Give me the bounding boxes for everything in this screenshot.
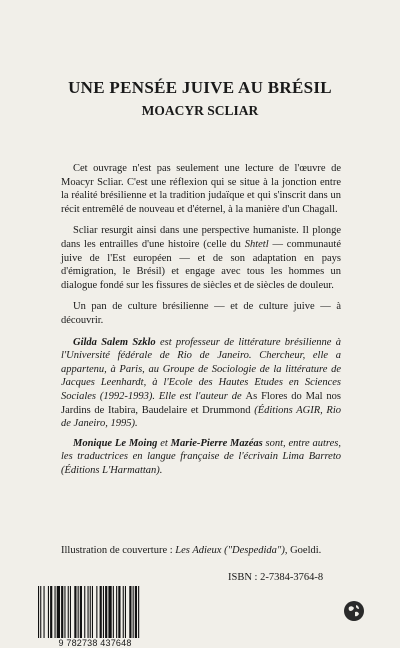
author-bio-book: As Flores do Mal nos Jardins de Itabira, Baudelaire et Drummond bbox=[61, 390, 341, 416]
barcode-bars bbox=[30, 586, 160, 642]
shtetl-term: Shtetl bbox=[244, 238, 269, 250]
barcode-digits: 9 782738 437648 bbox=[30, 638, 160, 648]
translators-and: et bbox=[157, 437, 171, 449]
author-bio-text-a: est professeur de littérature brésilienne à l'Université fédérale de Rio de Janeiro. Chercheur, elle a appartenu, à Paris, au Groupe de Sociologie de la littérature de Jacques Leenhardt, à l'Ecole des Hautes Etudes en Sciences Sociales (1992-1993). Elle est l'auteur de bbox=[61, 336, 341, 402]
credit-artist: , Goeldi. bbox=[284, 545, 322, 556]
blurb-paragraph-1: Cet ouvrage n'est pas seulement une lecture de l'œuvre de Moacyr Scliar. C'est une réflexion qui se situe à la jonction entre la réalité brésilienne et la tradition judaïque et qui s'inscrit dans un récit entremêlé de nouveau et d'éternel, à la manière d'un Chagall. bbox=[61, 163, 341, 215]
blurb bbox=[61, 162, 341, 483]
credit-label: Illustration de couverture : bbox=[61, 545, 176, 556]
translators-bio-text: sont, entre autres, les traductrices en langue française de l'écrivain Lima Barreto (Éditions L'Harmattan). bbox=[61, 437, 342, 476]
translators-bio bbox=[61, 437, 341, 478]
author-bio-text-b: (Éditions AGIR, Rio de Janeiro, 1995). bbox=[61, 404, 342, 430]
book-title: UNE PENSÉE JUIVE AU BRÉSIL bbox=[68, 78, 332, 97]
author-bio-name: Gilda Salem Szklo bbox=[73, 336, 156, 348]
blurb-paragraph-2-text-a: Scliar resurgit ainsi dans une perspective humaniste. Il plonge dans les entrailles d'une histoire (celle du bbox=[61, 225, 341, 250]
barcode bbox=[30, 586, 160, 648]
book-author: MOACYR SCLIAR bbox=[141, 103, 259, 118]
credit-title: Les Adieux ("Despedida") bbox=[175, 545, 285, 556]
isbn: ISBN : 2-7384-3764-8 bbox=[228, 572, 324, 583]
illustration-credit bbox=[61, 545, 361, 556]
blurb-paragraph-2 bbox=[61, 224, 341, 292]
translator-name-1: Monique Le Moing bbox=[73, 437, 158, 449]
blurb-paragraph-3: Un pan de culture brésilienne — et de culture juive — à découvrir. bbox=[61, 301, 341, 326]
translator-name-2: Marie-Pierre Mazéas bbox=[170, 437, 263, 449]
globe-icon bbox=[343, 600, 365, 622]
blurb-paragraph-2-text-b: — communauté juive de l'Est européen — et de son adaptation en pays d'émigration, le Brésil) et engage avec tous les hommes un dialogue fondé sur les fissures de siècles et de siècles de douleur. bbox=[61, 238, 341, 291]
author-bio bbox=[61, 336, 341, 431]
